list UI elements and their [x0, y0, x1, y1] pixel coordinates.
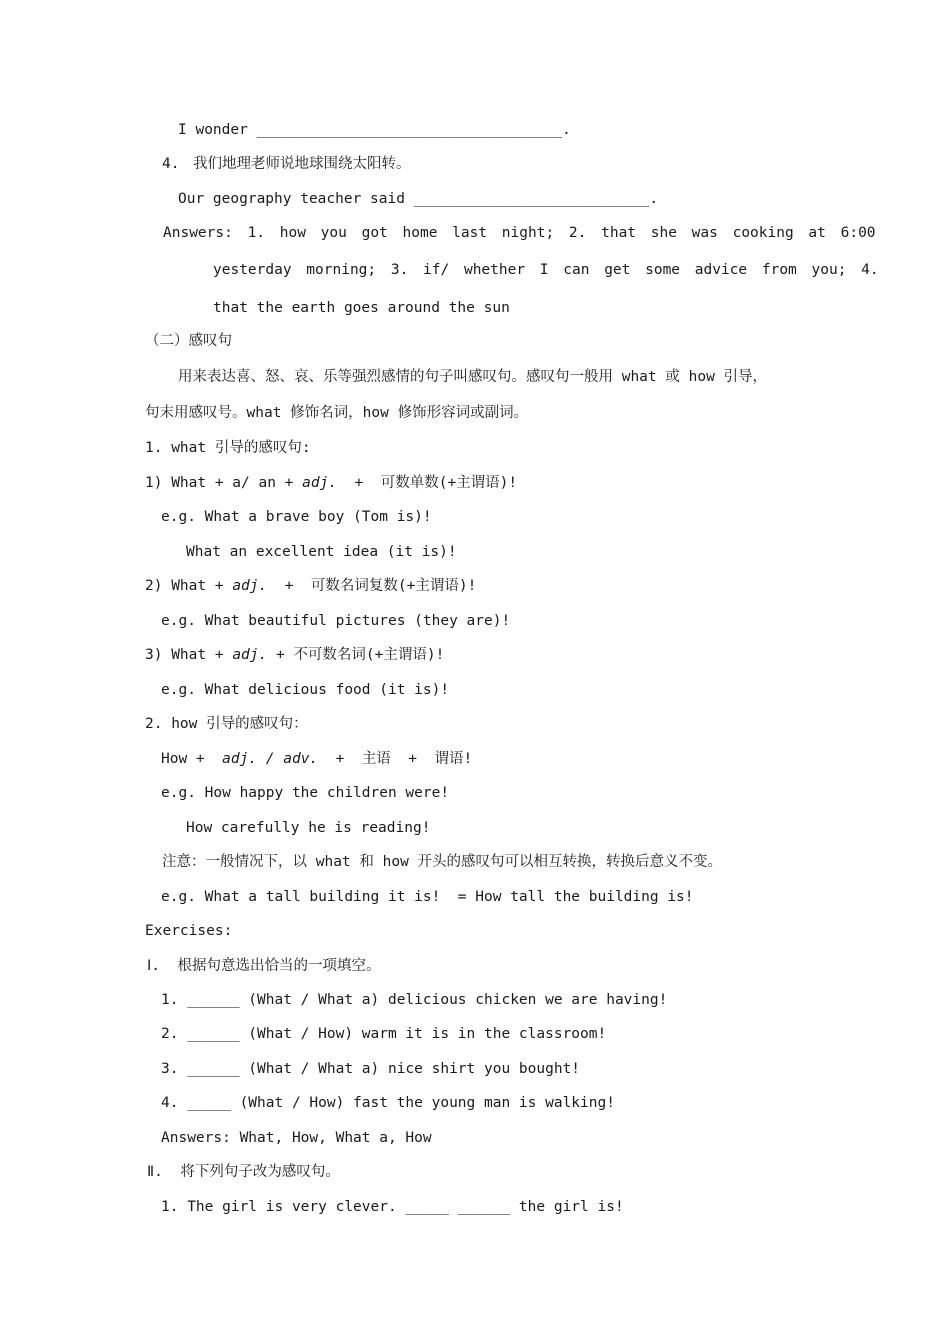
section-heading: （二）感叹句	[145, 333, 232, 349]
example-line: What an excellent idea (it is)!	[186, 544, 457, 560]
intro-paragraph: 用来表达喜、怒、哀、乐等强烈感情的句子叫感叹句。感叹句一般用 what 或 how 引导，	[178, 369, 768, 385]
rule-text: 3) What +	[145, 647, 233, 663]
exercise-question: 2. ______ (What / How) warm it is in the classroom!	[161, 1026, 607, 1042]
rule-text: + 可数名词复数(+主谓语)!	[267, 578, 477, 594]
exercises-label: Exercises:	[145, 923, 233, 939]
exercise-part-title: Ⅱ. 将下列句子改为感叹句。	[147, 1164, 340, 1180]
rule-text: How +	[161, 751, 214, 767]
rule-text: + 主语 + 谓语!	[318, 751, 473, 767]
exercise-line: I wonder ___________________________________.	[178, 122, 571, 138]
exercise-question: 1. The girl is very clever. _____ ______ the girl is!	[161, 1199, 624, 1215]
rule-line	[161, 749, 472, 769]
example-line: e.g. What delicious food (it is)!	[161, 682, 450, 698]
example-line: e.g. How happy the children were!	[161, 785, 450, 801]
subsection-heading: 2. how 引导的感叹句：	[145, 716, 308, 732]
answers-line: that the earth goes around the sun	[213, 300, 510, 316]
rule-adj: adj. / adv.	[213, 751, 319, 767]
exercise-part-title: Ⅰ. 根据句意选出恰当的一项填空。	[147, 958, 381, 974]
rule-adj: adj.	[232, 647, 268, 663]
example-line: How carefully he is reading!	[186, 820, 431, 836]
example-line: e.g. What beautiful pictures (they are)!	[161, 613, 511, 629]
rule-text: + 不可数名词(+主谓语)!	[267, 647, 445, 663]
answers-line: Answers: What, How, What a, How	[161, 1130, 432, 1146]
answers-line	[163, 223, 876, 243]
rule-text: 2) What +	[145, 578, 233, 594]
example-line: e.g. What a brave boy (Tom is)!	[161, 509, 432, 525]
exercise-question: 3. ______ (What / What a) nice shirt you bought!	[161, 1061, 581, 1077]
exercise-line: Our geography teacher said ___________________________.	[178, 191, 659, 207]
exercise-prompt-cn: 我们地理老师说地球围绕太阳转。	[193, 156, 411, 172]
exercise-question: 1. ______ (What / What a) delicious chicken we are having!	[161, 992, 668, 1008]
answers-text: Answers: 1. how you got home last night; 2. that she was cooking at 6:00	[163, 225, 876, 241]
note-line: 注意：一般情况下，以 what 和 how 开头的感叹句可以相互转换，转换后意义不变。	[162, 854, 723, 870]
rule-adj: adj.	[302, 475, 338, 491]
rule-line	[145, 576, 476, 596]
exercise-number: 4.	[162, 156, 180, 172]
intro-paragraph: 句末用感叹号。what 修饰名词，how 修饰形容词或副词。	[145, 405, 529, 421]
exercise-question: 4. _____ (What / How) fast the young man is walking!	[161, 1095, 615, 1111]
subsection-heading: 1. what 引导的感叹句:	[145, 440, 311, 456]
rule-text: + 可数单数(+主谓语)!	[337, 475, 518, 491]
rule-line	[145, 645, 444, 665]
example-line: e.g. What a tall building it is! = How tall the building is!	[161, 889, 694, 905]
answers-line: yesterday morning; 3. if/ whether I can get some advice from you; 4.	[213, 262, 879, 278]
rule-line	[145, 473, 517, 493]
rule-adj: adj.	[232, 578, 268, 594]
rule-text: 1) What + a/ an +	[145, 475, 303, 491]
